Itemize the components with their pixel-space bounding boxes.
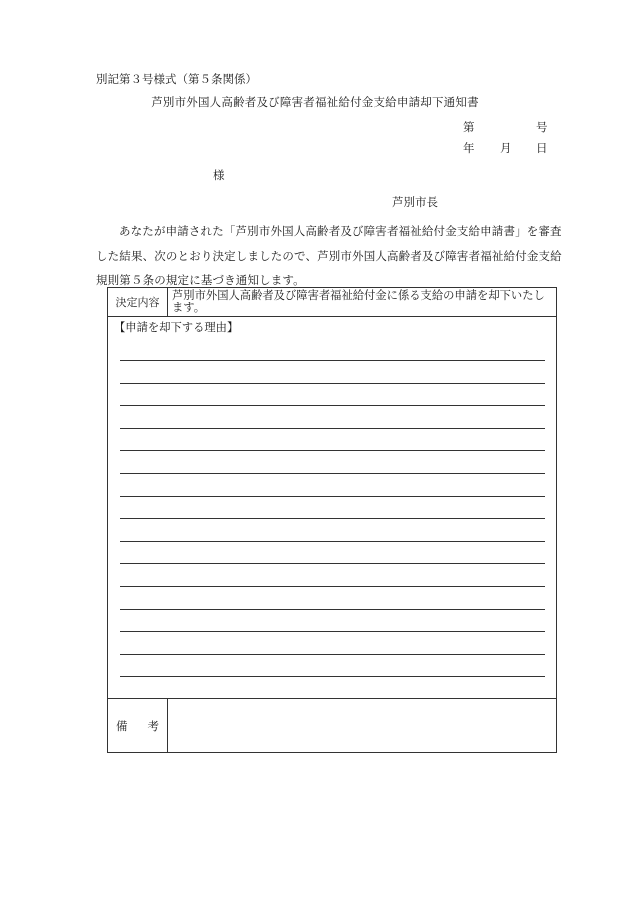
reason-writing-line [120, 586, 545, 587]
notice-form-table [107, 287, 557, 753]
reason-writing-line [120, 496, 545, 497]
date-year: 年 [463, 141, 475, 155]
reason-writing-line [120, 383, 545, 384]
reason-writing-line [120, 428, 545, 429]
number-suffix: 号 [536, 120, 548, 134]
rejection-reason-section [108, 316, 556, 699]
document-title: 芦別市外国人高齢者及び障害者福祉給付金支給申請却下通知書 [151, 95, 479, 109]
decision-row [108, 288, 556, 317]
remarks-field[interactable] [168, 699, 556, 752]
form-reference: 別記第３号様式（第５条関係） [96, 72, 257, 86]
reason-writing-line [120, 360, 545, 361]
issuer-name: 芦別市長 [392, 195, 438, 209]
remarks-label: 備考 [108, 699, 168, 752]
reason-writing-line [120, 563, 545, 564]
decision-label: 決定内容 [108, 288, 168, 316]
reason-writing-line [120, 676, 545, 677]
reason-writing-line [120, 405, 545, 406]
date-month: 月 [500, 141, 512, 155]
notice-body-paragraph: あなたが申請された「芦別市外国人高齢者及び障害者福祉給付金支給申請書」を審査した結果、次のとおり決定しましたので、芦別市外国人高齢者及び障害者福祉給付金支給規則第５条の規定に基づき通知します。 [96, 224, 562, 287]
reason-writing-line [120, 631, 545, 632]
remarks-row [108, 699, 556, 752]
date-day: 日 [536, 141, 548, 155]
number-prefix: 第 [463, 120, 475, 134]
addressee-honorific: 様 [213, 168, 225, 182]
decision-value: 芦別市外国人高齢者及び障害者福祉給付金に係る支給の申請を却下いたします。 [172, 289, 545, 314]
reason-writing-line [120, 518, 545, 519]
reason-writing-line [120, 541, 545, 542]
reason-heading: 【申請を却下する理由】 [114, 321, 239, 334]
reason-writing-line [120, 609, 545, 610]
reason-writing-line [120, 654, 545, 655]
reason-writing-line [120, 473, 545, 474]
reason-writing-line [120, 450, 545, 451]
